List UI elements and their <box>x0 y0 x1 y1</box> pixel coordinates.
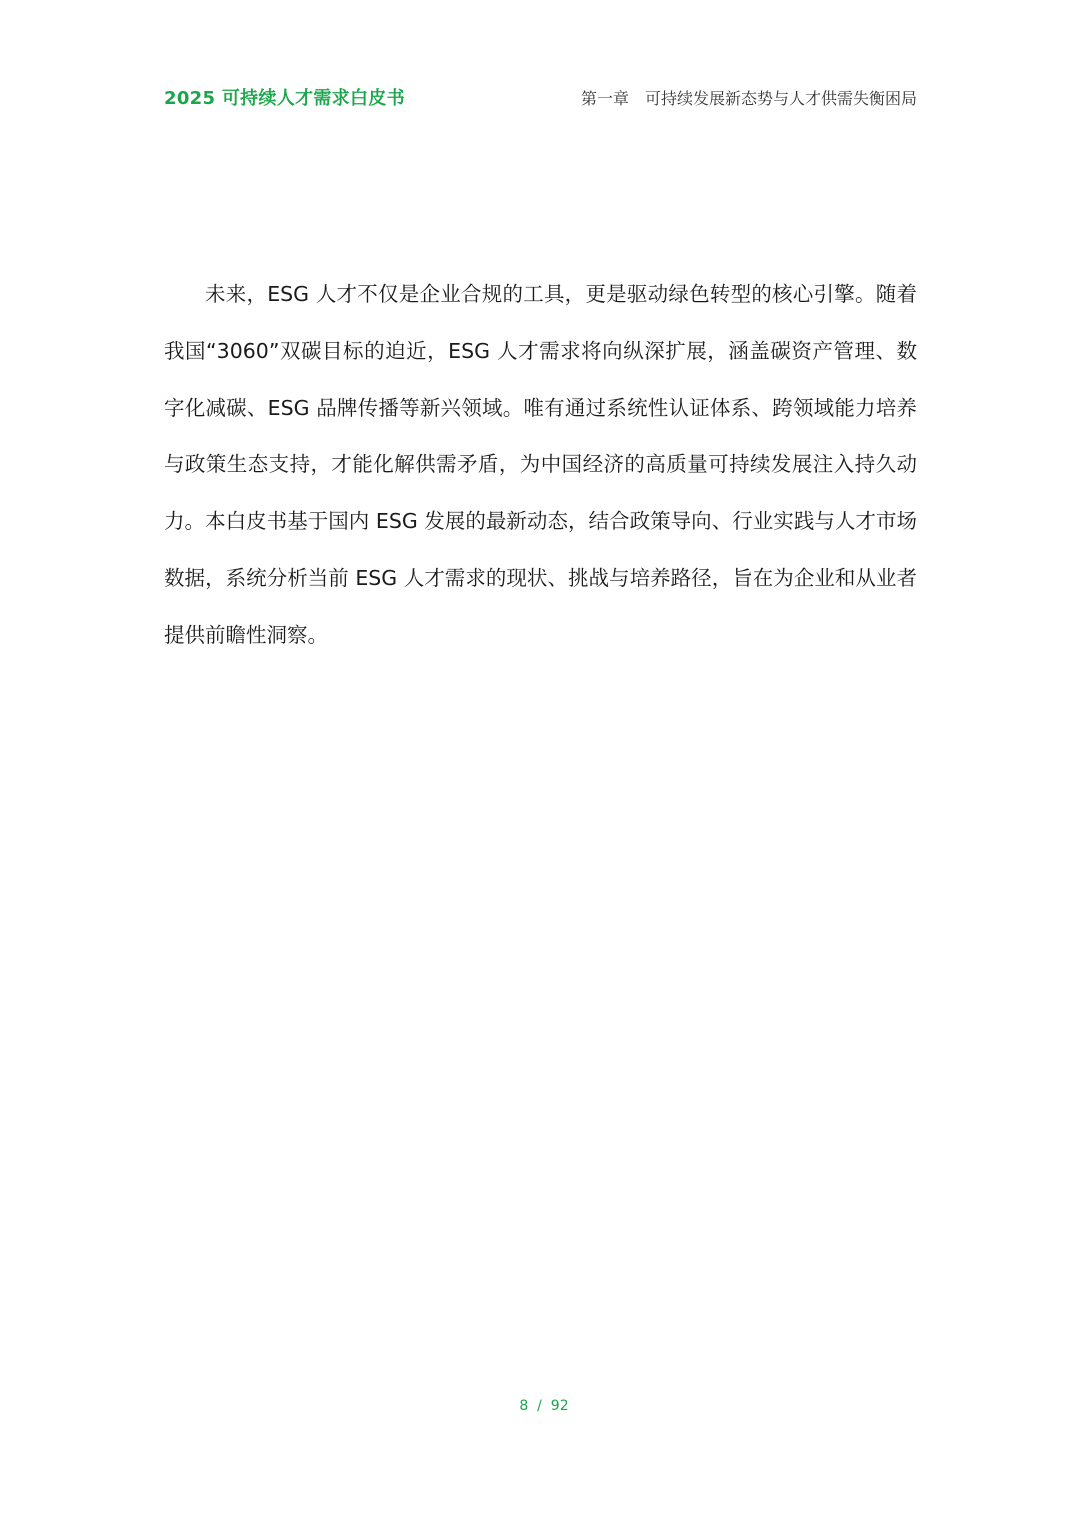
chapter-title: 第一章 可持续发展新态势与人才供需失衡困局 <box>580 89 917 108</box>
page-number: 8 / 92 <box>519 1398 569 1414</box>
body-paragraph: 未来，ESG 人才不仅是企业合规的工具，更是驱动绿色转型的核心引擎。随着我国“3060”双碳目标的迫近，ESG 人才需求将向纵深扩展，涵盖碳资产管理、数字化减碳、ESG 品牌传播等新兴领域。唯有通过系统性认证体系、跨领域能力培养与政策生态支持，才能化解供需矛盾，为中国经济的高质量可持续发展注入持久动力。本白皮书基于国内 ESG 发展的最新动态，结合政策导向、行业实践与人才市场数据，系统分析当前 ESG 人才需求的现状、挑战与培养路径，旨在为企业和从业者提供前瞻性洞察。 <box>164 282 917 647</box>
document-title: 2025 可持续人才需求白皮书 <box>164 88 405 109</box>
